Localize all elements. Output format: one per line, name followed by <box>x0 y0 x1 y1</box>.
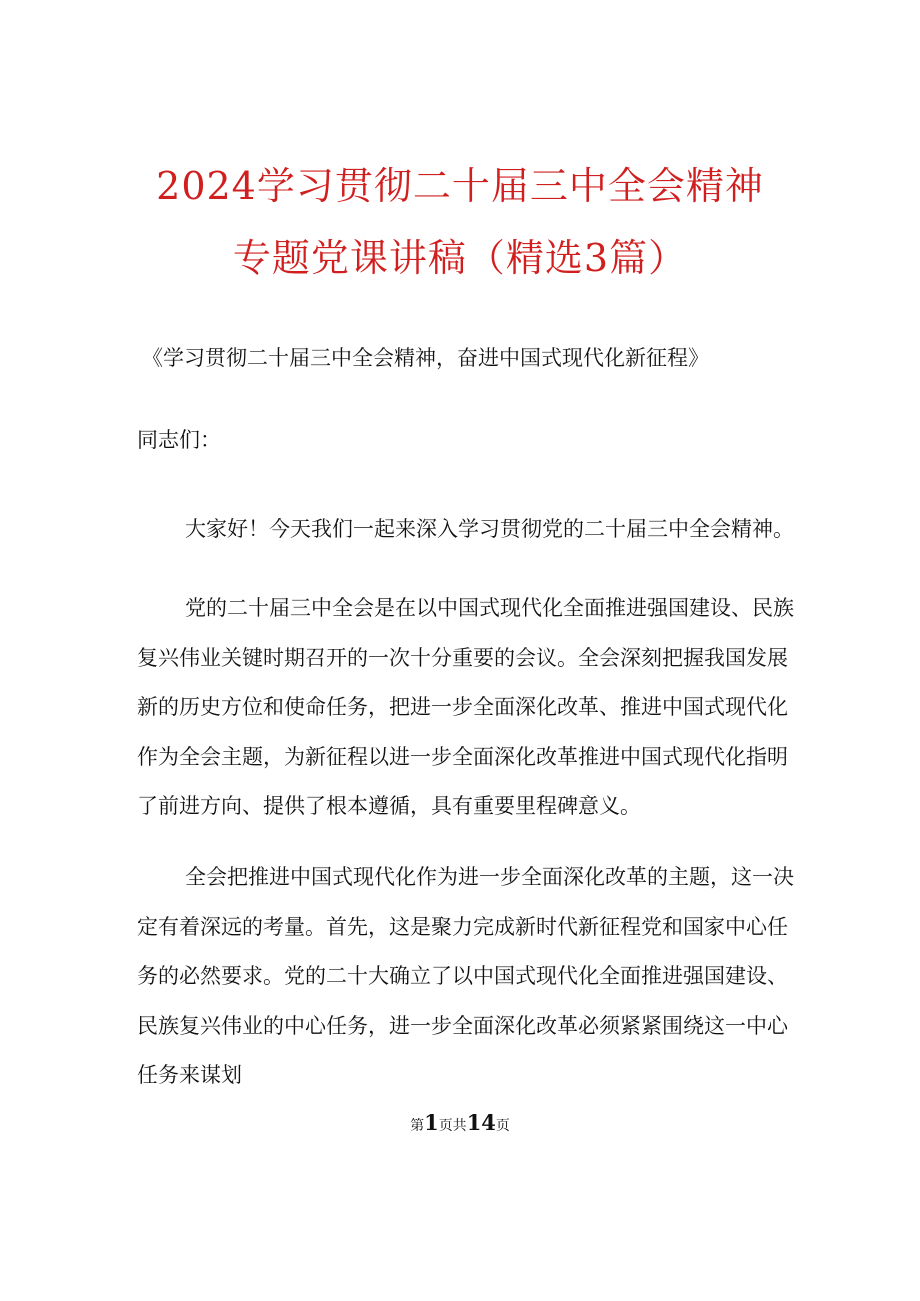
speech-subtitle: 《学习贯彻二十届三中全会精神，奋进中国式现代化新征程》 <box>142 346 709 370</box>
paragraph-2: 党的二十届三中全会是在以中国式现代化全面推进强国建设、民族复兴伟业关键时期召开的一次十分重要的会议。全会深刻把握我国发展新的历史方位和使命任务，把进一步全面深化改革、推进中国式现代化作为全会主题，为新征程以进一步全面深化改革推进中国式现代化指明了前进方向、提供了根本遵循，具有重要里程碑意义。 <box>137 596 794 818</box>
footer-prefix: 第 <box>410 1118 425 1134</box>
paragraph-3: 全会把推进中国式现代化作为进一步全面深化改革的主题，这一决定有着深远的考量。首先，这是聚力完成新时代新征程党和国家中心任务的必然要求。党的二十大确立了以中国式现代化全面推进强国建设、民族复兴伟业的中心任务，进一步全面深化改革必须紧紧围绕这一中心任务来谋划 <box>137 865 794 1087</box>
footer-middle: 页共 <box>438 1118 467 1134</box>
current-page-number: 1 <box>424 1110 439 1135</box>
document-title-line-1: 2024学习贯彻二十届三中全会精神 <box>156 164 764 208</box>
total-page-count: 14 <box>466 1110 496 1135</box>
document-title-line-2: 专题党课讲稿（精选3篇） <box>232 236 688 280</box>
page-footer <box>0 1108 920 1141</box>
salutation: 同志们： <box>137 428 221 452</box>
paragraph-1: 大家好！今天我们一起来深入学习贯彻党的二十届三中全会精神。 <box>185 517 794 541</box>
footer-suffix: 页 <box>495 1118 510 1134</box>
